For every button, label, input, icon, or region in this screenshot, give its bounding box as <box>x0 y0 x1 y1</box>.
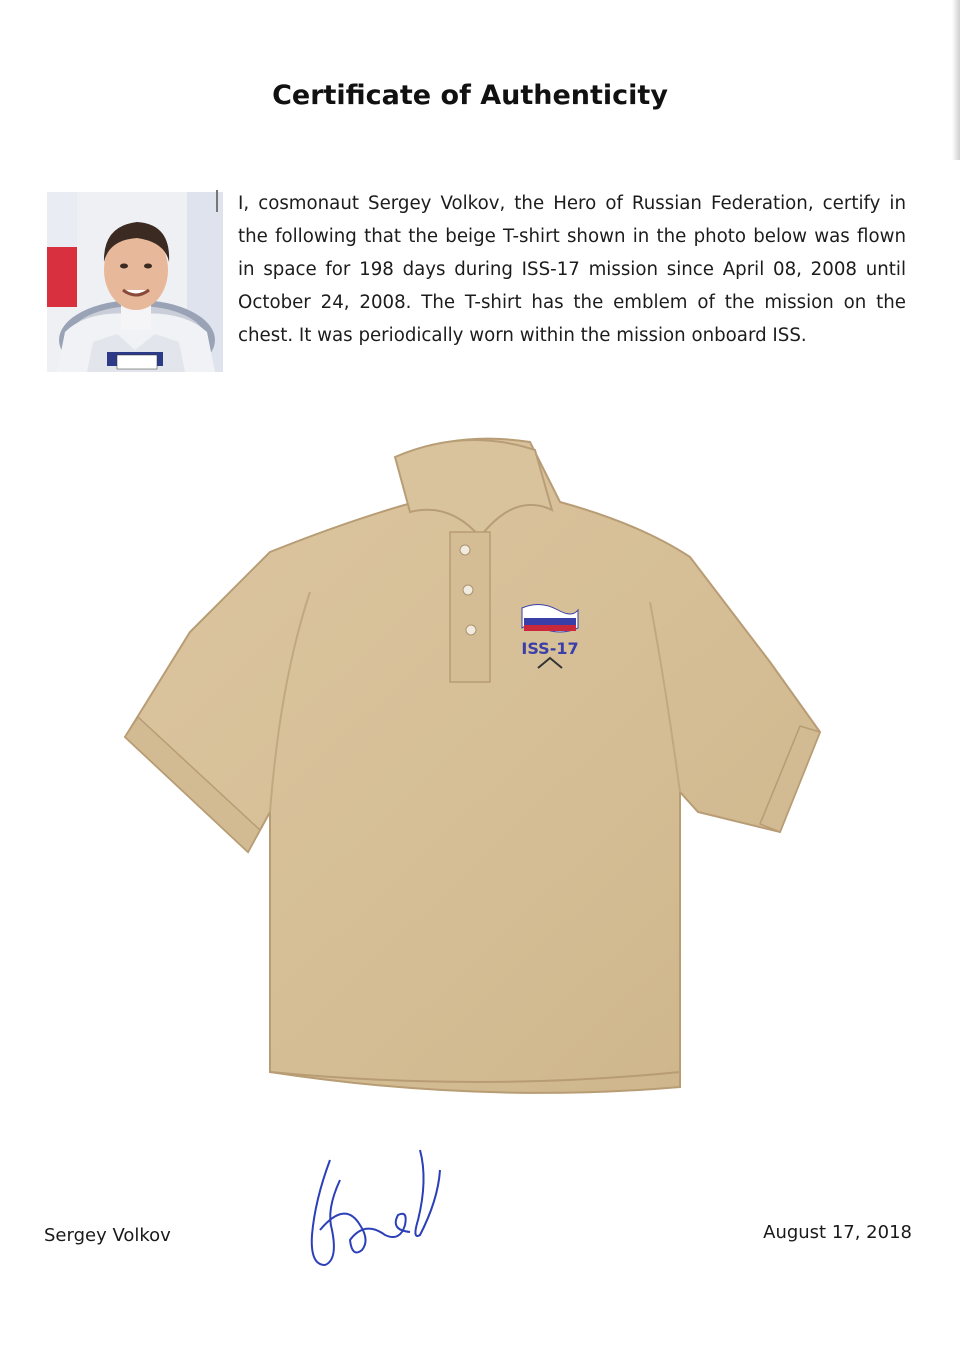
shirt-photo <box>120 432 840 1097</box>
certification-statement: I, cosmonaut Sergey Volkov, the Hero of Russian Federation, certify in the following that the beige T-shirt shown in the photo below was flown in space for 198 days during ISS-17 mission since April 08, 2008 until October 24, 2008. The T-shirt has the emblem of the mission on the chest. It was periodically worn within the mission onboard ISS. <box>238 193 906 346</box>
certificate-date: August 17, 2018 <box>763 1222 912 1243</box>
signer-name: Sergey Volkov <box>44 1225 171 1246</box>
cosmonaut-portrait <box>47 192 223 372</box>
scan-mark <box>216 190 218 212</box>
certificate-title: Certificate of Authenticity <box>272 80 668 111</box>
scan-edge-shadow <box>952 0 960 160</box>
emblem-label: ISS-17 <box>521 639 579 658</box>
handwritten-signature <box>290 1140 460 1280</box>
